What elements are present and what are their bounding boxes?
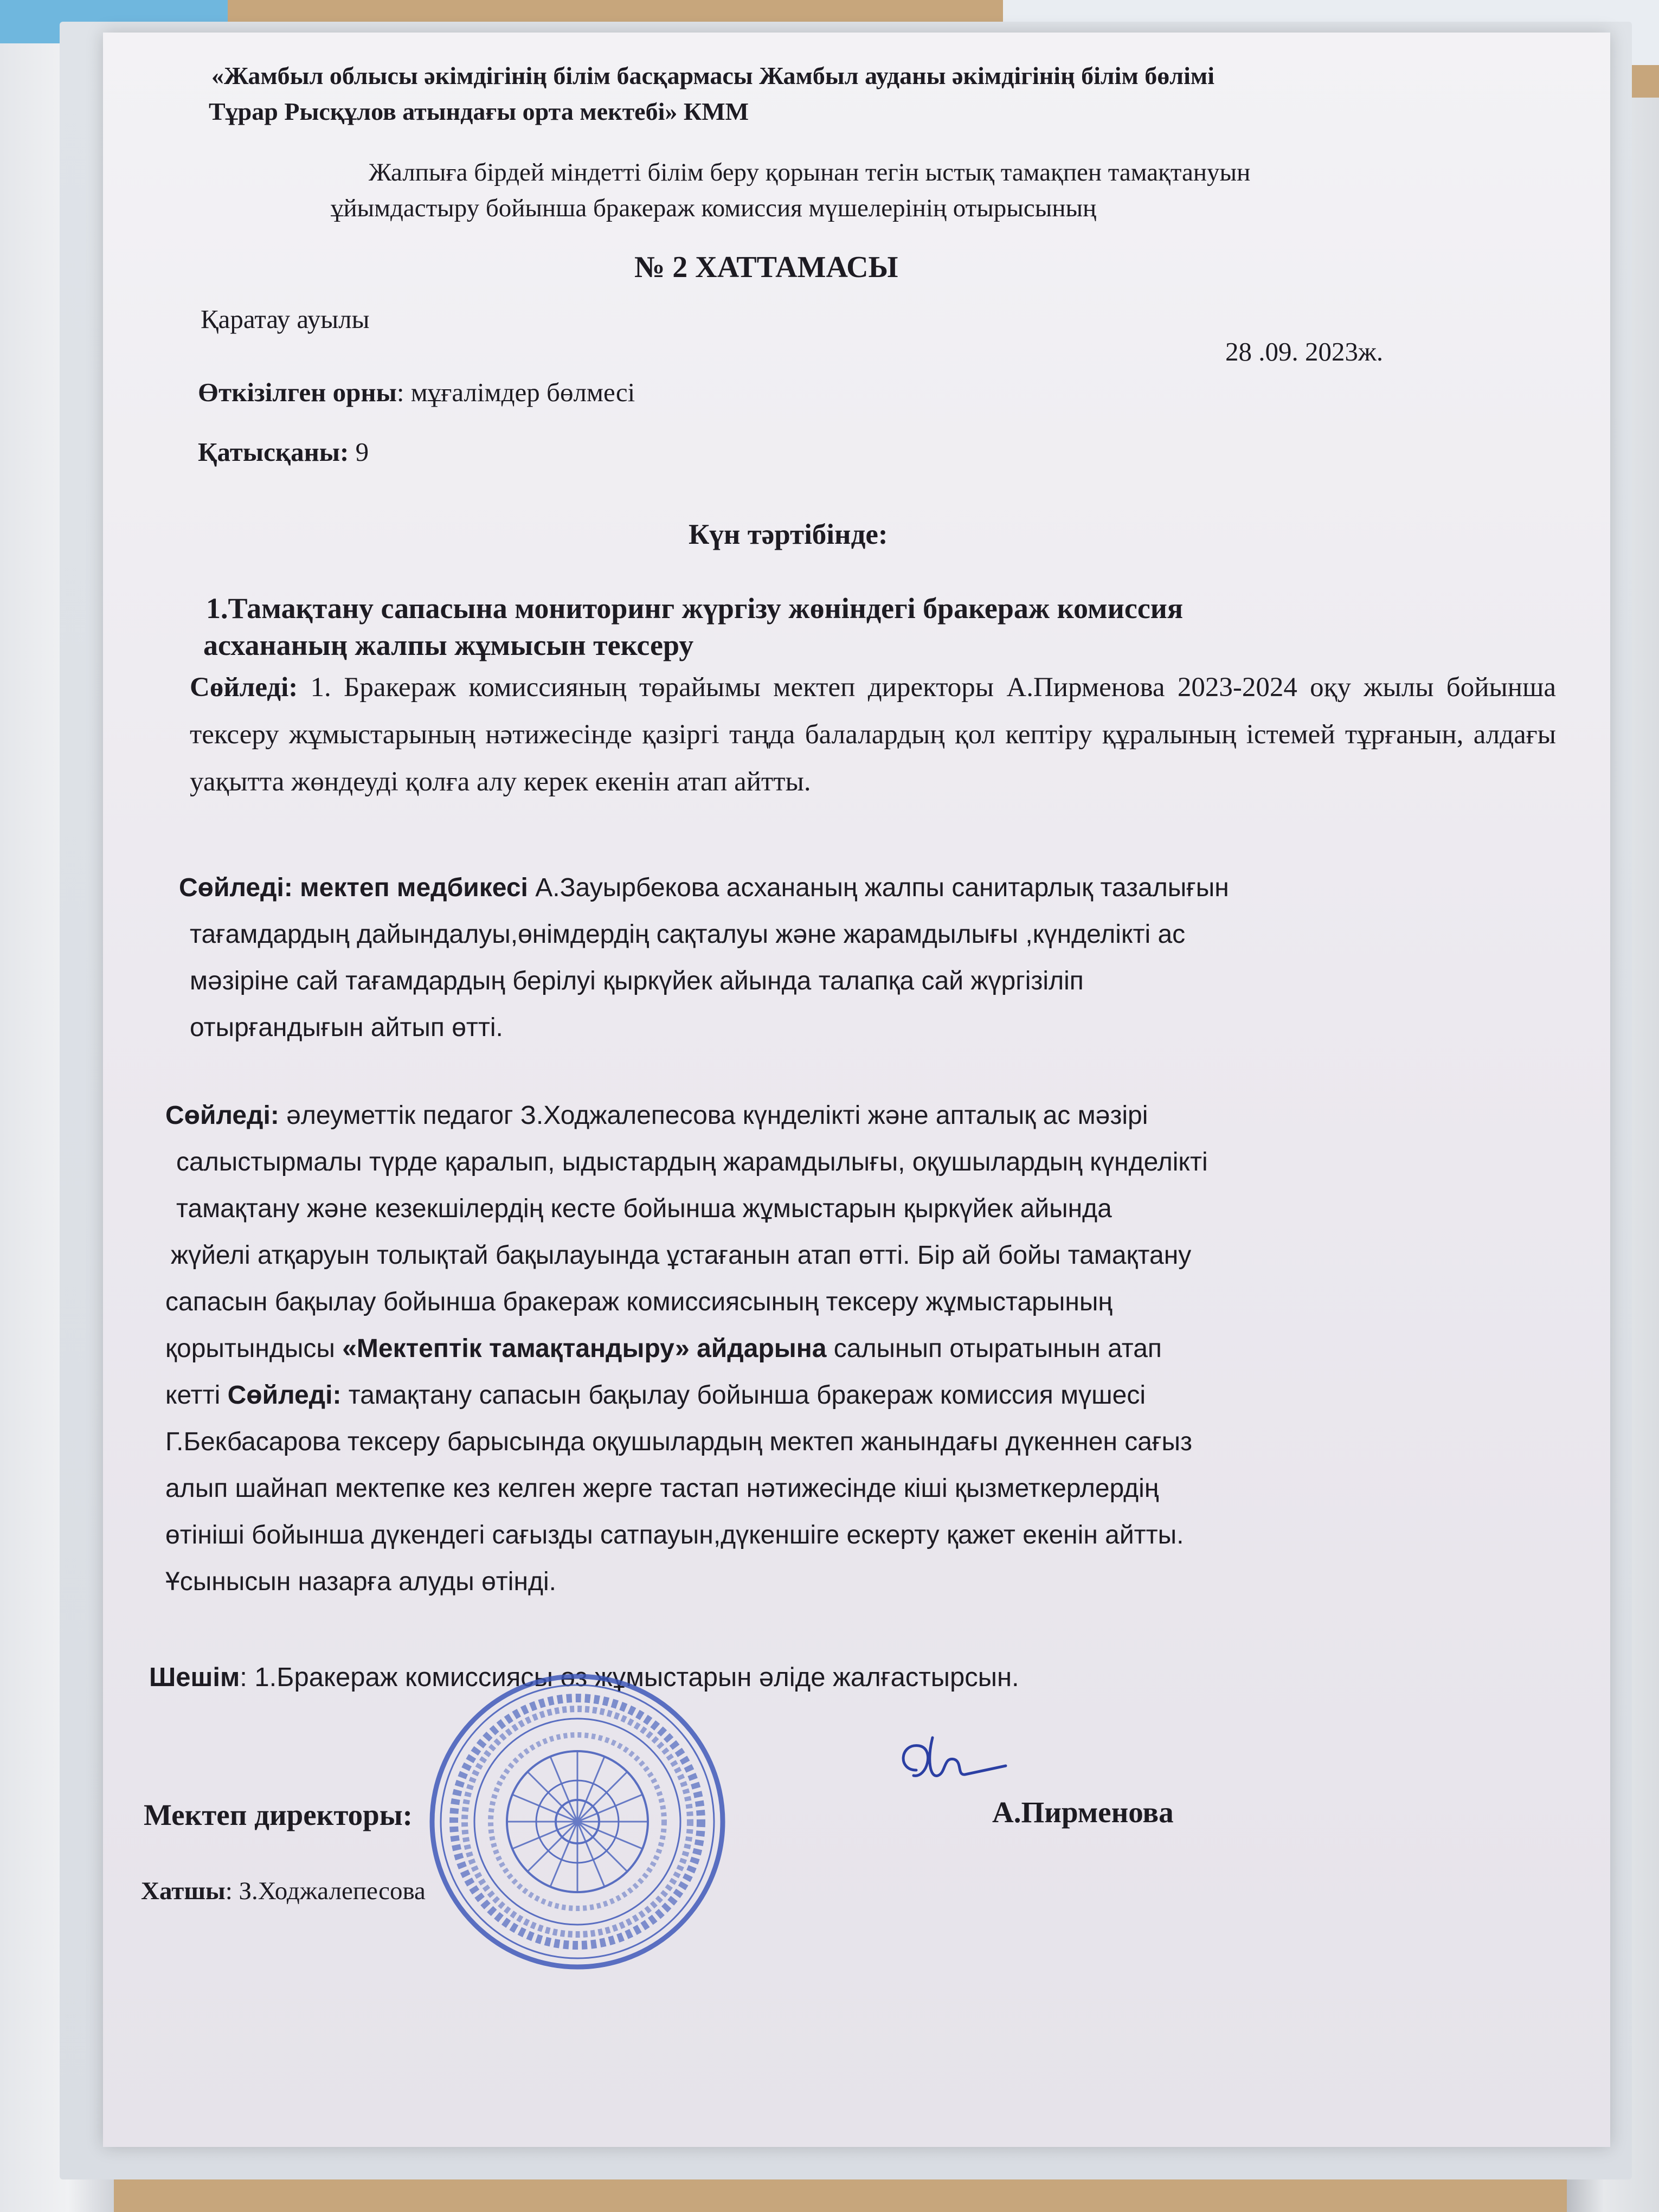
speech-3-line-4: жүйелі атқаруын толықтай бақылауында ұстағанын атап өтті. Бір ай бойы тамақтану [171, 1241, 1192, 1270]
speech-2-label: Сөйледі: мектеп медбикесі [179, 873, 528, 902]
speech-3-line-7-end: тамақтану сапасын бақылау бойынша бракераж комиссия мүшесі [341, 1381, 1146, 1410]
secretary-name: : З.Ходжалепесова [225, 1877, 426, 1905]
place-value: : мұғалімдер бөлмесі [396, 377, 635, 407]
meeting-place [198, 377, 635, 409]
agenda-item-1-line-1: 1.Тамақтану сапасына мониторинг жүргізу жөніндегі бракераж комиссия [206, 592, 1184, 625]
speech-3-line-10: өтініші бойынша дүкендегі сағызды сатпауын,дүкеншіге ескерту қажет екенін айтты. [165, 1521, 1184, 1549]
section-name: «Мектептік тамақтандыру» айдарына [342, 1334, 827, 1363]
protocol-date: 28 .09. 2023ж. [1225, 337, 1384, 366]
place-label: Өткізілген орны [198, 377, 397, 407]
attendance [198, 436, 369, 468]
speech-3-line-11: Ұсынысын назарға алуды өтінді. [165, 1567, 556, 1596]
speech-3 [165, 1092, 1575, 1605]
agenda-heading: Күн тәртібінде: [689, 519, 888, 550]
speech-3-line-5: сапасын бақылау бойынша бракераж комиссиясының тексеру жұмыстарының [165, 1288, 1113, 1316]
speech-3-line-2: салыстырмалы түрде қаралып, ыдыстардың жарамдылығы, оқушылардың күнделікті [176, 1148, 1208, 1176]
secretary [141, 1876, 426, 1906]
speech-3-line-1: әлеуметтік педагог З.Ходжалепесова күнделікті және апталық ас мәзірі [279, 1101, 1148, 1130]
speech-3-line-7 [165, 1372, 1575, 1419]
agenda-item-1-line-2: асхананың жалпы жұмысын тексеру [203, 629, 694, 661]
official-stamp [426, 1670, 729, 1973]
speech-2-line-1: А.Зауырбекова асхананың жалпы санитарлық тазалығын [528, 873, 1229, 902]
attended-label: Қатысқаны: [198, 437, 349, 467]
speech-3-line-3: тамақтану және кезекшілердің кесте бойынша жұмыстарын қыркүйек айында [176, 1194, 1112, 1223]
speech-3-label: Сөйледі: [165, 1101, 279, 1130]
speech-3-line-9: алып шайнап мектепке кез келген жерге тастап нәтижесінде кіші қызметкерлердің [165, 1474, 1159, 1503]
protocol-title: № 2 ХАТТАМАСЫ [634, 250, 898, 284]
attended-value: 9 [349, 437, 369, 467]
speech-3-line-7-start: кетті [165, 1381, 228, 1410]
speech-3-line-6 [165, 1326, 1575, 1372]
subtitle-line-2: ұйымдастыру бойынша бракераж комиссия мүшелерінің отырысының [331, 194, 1097, 222]
decision-label: Шешім [149, 1663, 240, 1692]
speech-3-line-8: Г.Бекбасарова тексеру барысында оқушылардың мектеп жанындағы дүкеннен сағыз [165, 1427, 1193, 1456]
speech-2-line-2: тағамдардың дайындалуы,өнімдердің сақталуы және жарамдылығы ,күнделікті ас [190, 920, 1186, 949]
speech-4-label: Сөйледі: [227, 1381, 342, 1410]
speech-1 [190, 664, 1556, 806]
decision-text: : 1.Бракераж комиссиясы өз жұмыстарын әліде жалғастырсын. [240, 1663, 1019, 1692]
org-line-2: Тұрар Рысқұлов атындағы орта мектебі» КММ [209, 98, 749, 125]
village: Қаратау ауылы [201, 304, 370, 334]
speech-3-line-6-end: салынып отыратынын атап [826, 1334, 1162, 1363]
document-page [103, 33, 1610, 2147]
director-name: А.Пирменова [992, 1796, 1174, 1829]
director-label: Мектеп директоры: [144, 1798, 413, 1831]
org-line-1: «Жамбыл облысы әкімдігінің білім басқармасы Жамбыл ауданы әкімдігінің білім бөлімі [211, 62, 1214, 89]
speech-2-line-4: отырғандығын айтып өтті. [190, 1013, 503, 1042]
speech-2 [179, 865, 1567, 1051]
speech-3-line-6-start: қорытындысы [165, 1334, 343, 1363]
speech-1-label: Сөйледі: [190, 672, 298, 703]
speech-2-line-3: мәзіріне сай тағамдардың берілуі қыркүйек айында талапқа сай жүргізіліп [190, 967, 1084, 995]
director-signature [895, 1732, 1008, 1797]
speech-1-text: 1. Бракераж комиссияның төрайымы мектеп директоры А.Пирменова 2023-2024 оқу жылы бойынша тексеру жұмыстарының нәтижесінде қазіргі таңда балалардың қол кептіру құралының істемей тұрғанын, алдағы уақытта жөндеуді қолға алу керек екенін атап айтты. [190, 672, 1556, 797]
secretary-label: Хатшы [141, 1877, 226, 1905]
subtitle-line-1: Жалпыға бірдей міндетті білім беру қорынан тегін ыстық тамақпен тамақтануын [369, 158, 1251, 187]
